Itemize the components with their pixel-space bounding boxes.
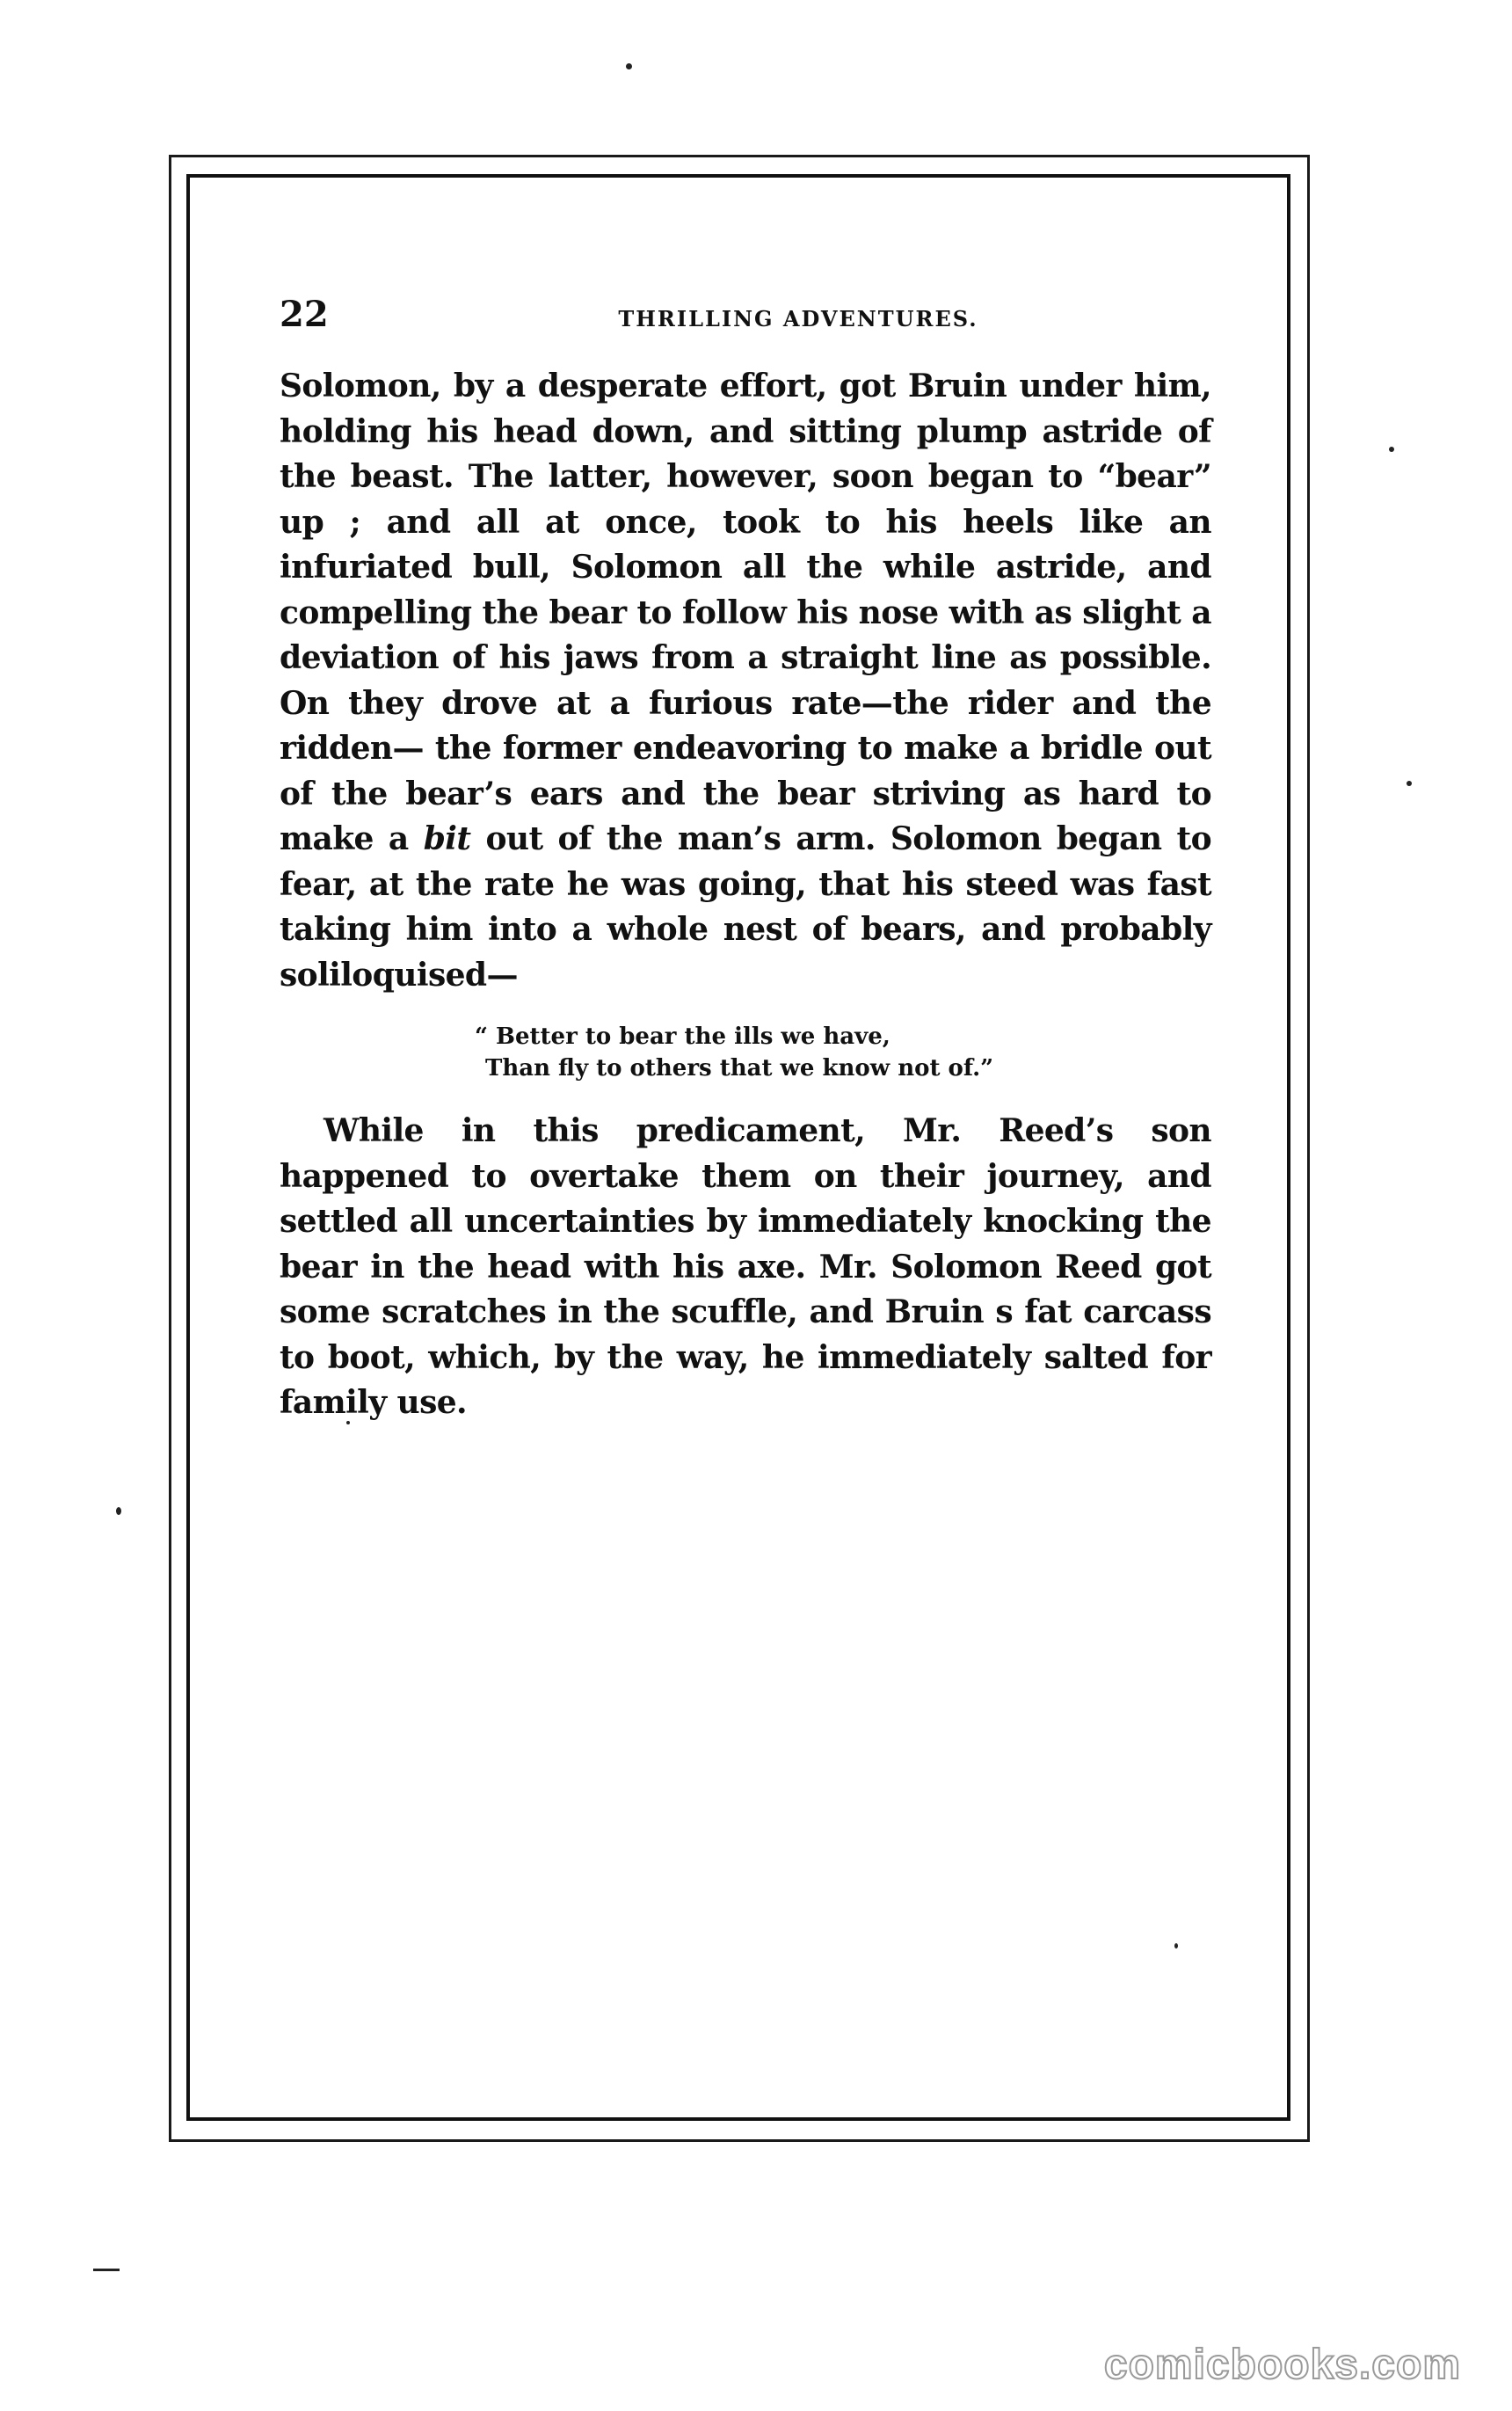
print-speck: [1174, 1943, 1178, 1948]
quotation-line-1: “ Better to bear the ills we have,: [475, 1023, 890, 1050]
print-speck: [1407, 781, 1412, 786]
print-speck: [346, 1421, 350, 1424]
paragraph-1-text-end: out of the man’s arm. Solomon began to fear, at the rate he was going, that his steed was fast taking him into a whole nest of bears, and probably soliloquised—: [280, 820, 1211, 994]
running-title: THRILLING ADVENTURES.: [618, 306, 978, 331]
print-speck: [116, 1507, 121, 1515]
paragraph-2: While in this predicament, Mr. Reed’s son happened to overtake them on their journey, and settled all uncertainties by immediately knocking the bear in the head with his axe. Mr. Solomon Reed got some scratches in the scuffle, and Bruin s fat carcass to boot, which, by the way, he immediately salted for family use.: [280, 1112, 1211, 1421]
paragraph-1-italic-word: bit: [423, 820, 471, 857]
quotation: [475, 1021, 1211, 1084]
running-head: [280, 294, 1211, 343]
print-speck: [626, 63, 632, 69]
watermark: comicbooks.com: [1103, 2342, 1461, 2388]
paragraph-1: [280, 364, 1211, 998]
print-speck: [93, 2269, 120, 2271]
page-text-block: [280, 294, 1211, 1426]
print-speck: [1389, 447, 1394, 452]
quotation-line-2: Than fly to others that we know not of.”: [485, 1055, 994, 1082]
paragraph-1-text: Solomon, by a desperate effort, got Bruin under him, holding his head down, and sitting plump astride of the beast. The latter, however, soon began to “bear” up ; and all at once, took to his heels like an infuriated bull, Solomon all the while astride, and compelling the bear to follow his nose with as slight a deviation of his jaws from a straight line as possible. On they drove at a furious rate—the rider and the ridden— the former endeavoring to make a bridle out of the bear’s ears and the bear striving as hard to make a: [280, 368, 1211, 857]
page-number: 22: [280, 294, 329, 335]
